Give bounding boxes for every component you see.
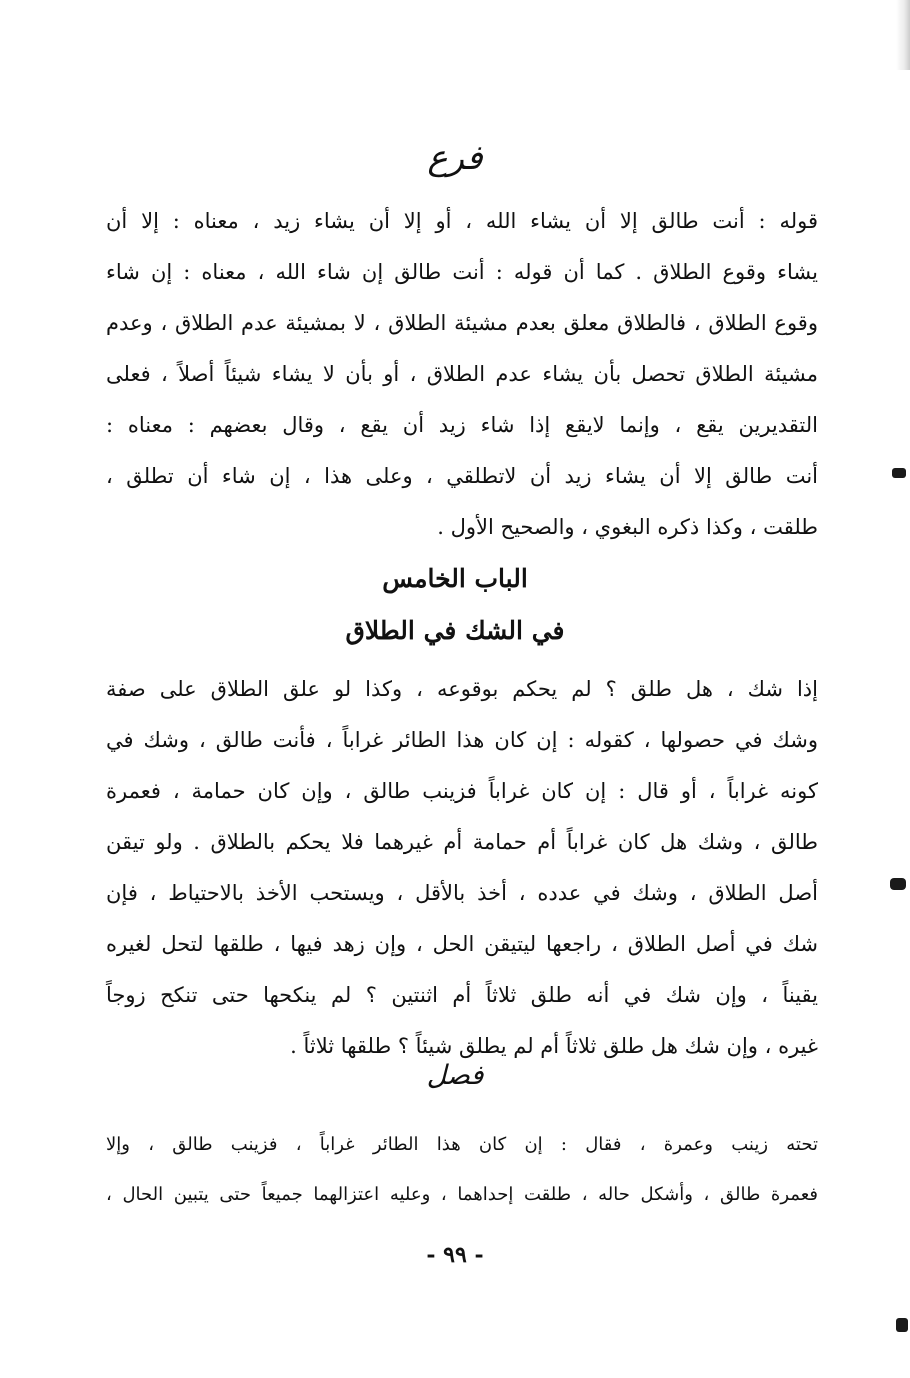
margin-ink-mark [890, 878, 906, 890]
text-line: التقديرين يقع ، وإنما لايقع إذا شاء زيد أن يقع ، وقال بعضهم : معناه : [106, 413, 818, 437]
text-line: شك في أصل الطلاق ، راجعها ليتيقن الحل ، وإن زهد فيها ، طلقها لتحل لغيره [106, 932, 818, 956]
text-line: أصل الطلاق ، وشك في عدده ، أخذ بالأقل ، ويستحب الأخذ بالاحتياط ، فإن [106, 881, 818, 905]
text-line: كونه غراباً ، أو قال : إن كان غراباً فزينب طالق ، وإن كان حمامة ، فعمرة [106, 779, 818, 803]
section-heading-far3: فرع [427, 138, 483, 178]
paragraph-2 [106, 664, 818, 1072]
text-line: طالق ، وشك هل كان غراباً أم حمامة أم غيرهما فلا يحكم بالطلاق . ولو تيقن [106, 830, 818, 854]
text-line: إذا شك ، هل طلق ؟ لم يحكم بوقوعه ، وكذا لو علق الطلاق على صفة [106, 677, 818, 701]
text-line: يشاء وقوع الطلاق . كما أن قوله : أنت طالق إن شاء الله ، معناه : إن شاء [106, 260, 818, 284]
margin-ink-mark [896, 1318, 908, 1332]
text-line: تحته زينب وعمرة ، فقال : إن كان هذا الطائر غراباً ، فزينب طالق ، وإلا [106, 1134, 818, 1155]
text-line: طلقت ، وكذا ذكره البغوي ، والصحيح الأول . [437, 515, 818, 539]
margin-ink-mark [892, 468, 906, 478]
section-heading-fasl: فصل [426, 1060, 484, 1091]
chapter-title: الباب الخامس [382, 564, 528, 593]
text-line: مشيئة الطلاق تحصل بأن يشاء عدم الطلاق ، أو بأن لا يشاء شيئاً أصلاً ، فعلى [106, 362, 818, 386]
text-line: قوله : أنت طالق إلا أن يشاء الله ، أو إلا أن يشاء زيد ، معناه : إلا أن [106, 209, 818, 233]
text-line: أنت طالق إلا أن يشاء زيد أن لاتطلقي ، وعلى هذا ، إن شاء أن تطلق ، [106, 464, 818, 488]
page-number: - ٩٩ - [426, 1242, 484, 1268]
text-line: غيره ، وإن شك هل طلق ثلاثاً أم لم يطلق شيئاً ؟ طلقها ثلاثاً . [290, 1034, 818, 1058]
paragraph-1 [106, 196, 818, 553]
chapter-subtitle: في الشك في الطلاق [345, 616, 565, 645]
paragraph-3 [106, 1120, 818, 1220]
text-line: وشك في حصولها ، كقوله : إن كان هذا الطائر غراباً ، فأنت طالق ، وشك في [106, 728, 818, 752]
text-line: يقيناً ، وإن شك في أنه طلق ثلاثاً أم اثنتين ؟ لم ينكحها حتى تنكح زوجاً [106, 983, 818, 1007]
text-line: وقوع الطلاق ، فالطلاق معلق بعدم مشيئة الطلاق ، لا بمشيئة عدم الطلاق ، وعدم [106, 311, 818, 335]
text-line: فعمرة طالق ، وأشكل حاله ، طلقت إحداهما ، وعليه اعتزالهما جميعاً حتى يتبين الحال ، [106, 1184, 818, 1205]
page-edge-shadow [896, 0, 910, 70]
